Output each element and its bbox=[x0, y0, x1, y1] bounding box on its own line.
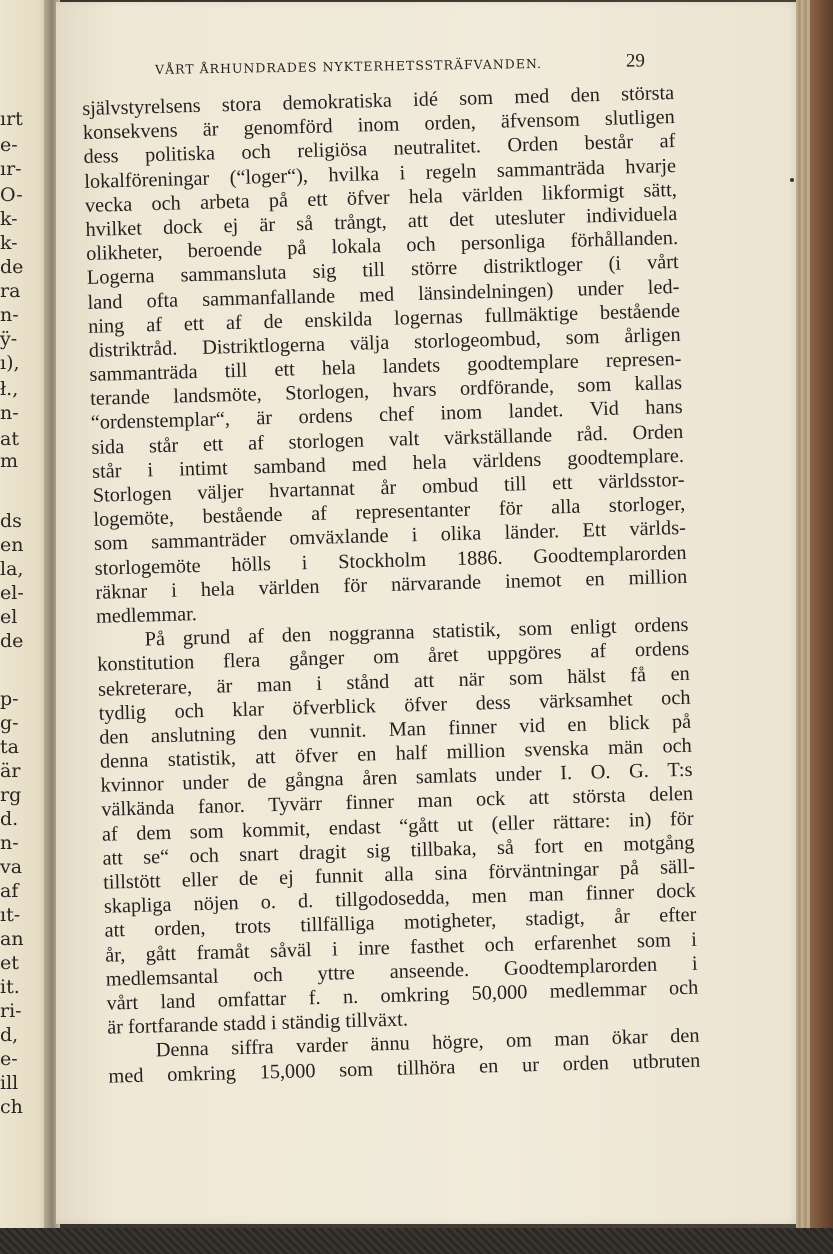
left-page-fragment: d. bbox=[0, 808, 19, 830]
left-page-fragment: ch bbox=[0, 1096, 23, 1118]
text-line: lokalföreningar (“loger“), hvilka i regeln sammanträda hvarje bbox=[83, 154, 677, 193]
paragraph bbox=[82, 81, 688, 629]
left-page-fragment: de bbox=[0, 256, 24, 278]
text-line: som sammanträder omväxlande i olika länder. Ett världs- bbox=[93, 517, 687, 556]
left-page-fragment: ri- bbox=[0, 1000, 22, 1022]
text-line: år, gått framåt såväl i inre fasthet och erfarenhet som i bbox=[104, 928, 698, 967]
text-line: distriktråd. Distriktlogerna välja storlogeombud, som årligen bbox=[88, 323, 681, 362]
text-line: hvilket dock ej är så trångt, att det utesluter individuela bbox=[85, 202, 678, 241]
left-page-fragment: ta bbox=[0, 736, 19, 758]
text-line: sammanträda till ett hela landets goodtemplare represen- bbox=[89, 347, 682, 386]
left-page-fragment: la, bbox=[0, 558, 24, 580]
body-text bbox=[82, 81, 701, 1088]
left-page-fragment: är bbox=[0, 760, 21, 782]
text-line: välkända fanor. Tyvärr finner man ock att största delen bbox=[101, 783, 694, 822]
text-line: ning af ett af de enskilda logernas fullmäktige bestående bbox=[87, 299, 681, 338]
left-page-fragment: de bbox=[0, 630, 24, 652]
left-page-fragment: e- bbox=[0, 1048, 18, 1070]
text-line: land ofta sammanfallande med länsindelningen) under led- bbox=[87, 275, 680, 314]
text-line: står i intimt samband med hela världens goodtemplare. bbox=[91, 444, 685, 483]
table-cloth bbox=[0, 1228, 833, 1254]
left-page-fragment: k- bbox=[0, 208, 18, 230]
left-page-fragment: ır- bbox=[0, 158, 22, 180]
left-page-fragment: ill bbox=[0, 1072, 19, 1094]
left-page-fragment: el- bbox=[0, 582, 24, 604]
left-page-fragment: it. bbox=[0, 976, 20, 998]
left-page-fragment: e- bbox=[0, 134, 18, 156]
text-line: att se“ och snart dragit sig tillbaka, så fort en motgång bbox=[102, 831, 695, 870]
text-line: skapliga nöjen o. d. tillgodosedda, men man finner dock bbox=[103, 879, 696, 918]
text-line: kvinnor under de gångna åren samlats under I. O. G. T:s bbox=[100, 758, 693, 797]
text-line: olikheter, beroende på lokala och personliga förhållanden. bbox=[85, 227, 679, 266]
text-line: Storlogen väljer hvartannat år ombud till ett världsstor- bbox=[92, 468, 685, 507]
paragraph bbox=[96, 613, 699, 1040]
book-cover-edge bbox=[810, 0, 833, 1230]
left-page-fragment: n- bbox=[0, 304, 19, 326]
text-line: att orden, trots tillfälliga motigheter, stadigt, år efter bbox=[104, 904, 697, 943]
left-page-fragment: ı), bbox=[0, 352, 20, 374]
left-page-fragment: m bbox=[0, 450, 19, 472]
left-page-fragment: k- bbox=[0, 232, 18, 254]
page-number: 29 bbox=[625, 50, 646, 72]
left-page-fragment: af bbox=[0, 880, 19, 902]
text-line: med omkring 15,000 som tillhöra en ur orden utbruten bbox=[108, 1049, 701, 1088]
left-page-fragment: rg bbox=[0, 784, 22, 806]
left-page-fragment: n- bbox=[0, 402, 19, 424]
text-line: Logerna sammansluta sig till större distriktloger (i vårt bbox=[86, 251, 679, 290]
text-line: terande landsmöte, Storlogen, hvars ordförande, som kallas bbox=[89, 372, 683, 411]
text-line: logemöte, bestående af representanter för alla storloger, bbox=[93, 493, 686, 532]
left-page-fragment: el bbox=[0, 606, 18, 628]
text-line: På grund af den noggranna statistik, som enligt ordens bbox=[144, 613, 689, 651]
left-page-fragment: g- bbox=[0, 712, 19, 734]
left-page-fragment: va bbox=[0, 856, 23, 878]
running-title: VÅRT ÅRHUNDRADES NYKTERHETSSTRÄFVANDEN. bbox=[154, 55, 543, 77]
text-line: dess politiska och religiösa neutralitet. Orden består af bbox=[83, 130, 676, 169]
left-page-fragment: an bbox=[0, 928, 24, 950]
text-line: räknar i hela världen för närvarande inemot en million bbox=[95, 565, 688, 604]
left-page-fragment: ds bbox=[0, 510, 22, 532]
text-line: den anslutning den vunnit. Man finner vid en blick på bbox=[99, 710, 692, 749]
left-page-fragment: ıt- bbox=[0, 904, 21, 926]
text-line: konstitution flera gånger om året uppgöres af ordens bbox=[97, 638, 690, 677]
left-page-fragment: p- bbox=[0, 688, 19, 710]
text-line: af dem som kommit, endast “gått ut (eller rättare: in) för bbox=[101, 807, 694, 846]
left-page-fragment: en bbox=[0, 534, 24, 556]
text-line: självstyrelsens stora demokratiska idé som med den största bbox=[82, 81, 675, 120]
left-page-edge bbox=[0, 0, 48, 1228]
text-line: tillstött eller de ej funnit alla sina förväntningar på säll- bbox=[102, 855, 696, 894]
left-page-fragment: n- bbox=[0, 832, 19, 854]
text-line: tydlig och klar öfverblick öfver dess värksamhet och bbox=[98, 686, 691, 725]
text-line: sida står ett af storlogen valt värkställande råd. Orden bbox=[91, 420, 684, 459]
left-page-fragment: ÿ- bbox=[0, 328, 18, 350]
left-page-fragment: et bbox=[0, 952, 19, 974]
text-line: “ordenstemplar“, är ordens chef inom landet. Vid hans bbox=[90, 396, 683, 435]
left-page-fragment: d, bbox=[0, 1024, 19, 1046]
text-line: konsekvens är genomförd inom orden, äfvensom slutligen bbox=[82, 106, 675, 145]
margin-dot-mark bbox=[790, 178, 794, 182]
text-line: är fortfarande stadd i ständig tillväxt. bbox=[106, 1008, 409, 1039]
text-line: vecka och arbeta på ett öfver hela världen likformigt sätt, bbox=[84, 178, 678, 217]
text-line: denna statistik, att öfver en half million svenska män och bbox=[99, 734, 693, 773]
left-page-fragment: ł., bbox=[0, 378, 19, 400]
left-page-fragment: ra bbox=[0, 280, 21, 302]
left-page-fragment: at bbox=[0, 428, 19, 450]
text-line: vårt land omfattar f. n. omkring 50,000 medlemmar och bbox=[106, 976, 699, 1015]
text-line: medlemsantal och yttre anseende. Goodtemplarorden i bbox=[105, 952, 698, 991]
text-line: Denna siffra varder ännu högre, om man ökar den bbox=[155, 1024, 700, 1062]
text-line: medlemmar. bbox=[95, 603, 198, 628]
text-line: storlogemöte hölls i Stockholm 1886. Goodtemplarorden bbox=[94, 541, 687, 580]
left-page-fragment: ırt bbox=[0, 108, 23, 130]
text-line: sekreterare, är man i stånd att när som hälst få en bbox=[97, 662, 690, 701]
left-page-fragment: O- bbox=[0, 184, 23, 206]
